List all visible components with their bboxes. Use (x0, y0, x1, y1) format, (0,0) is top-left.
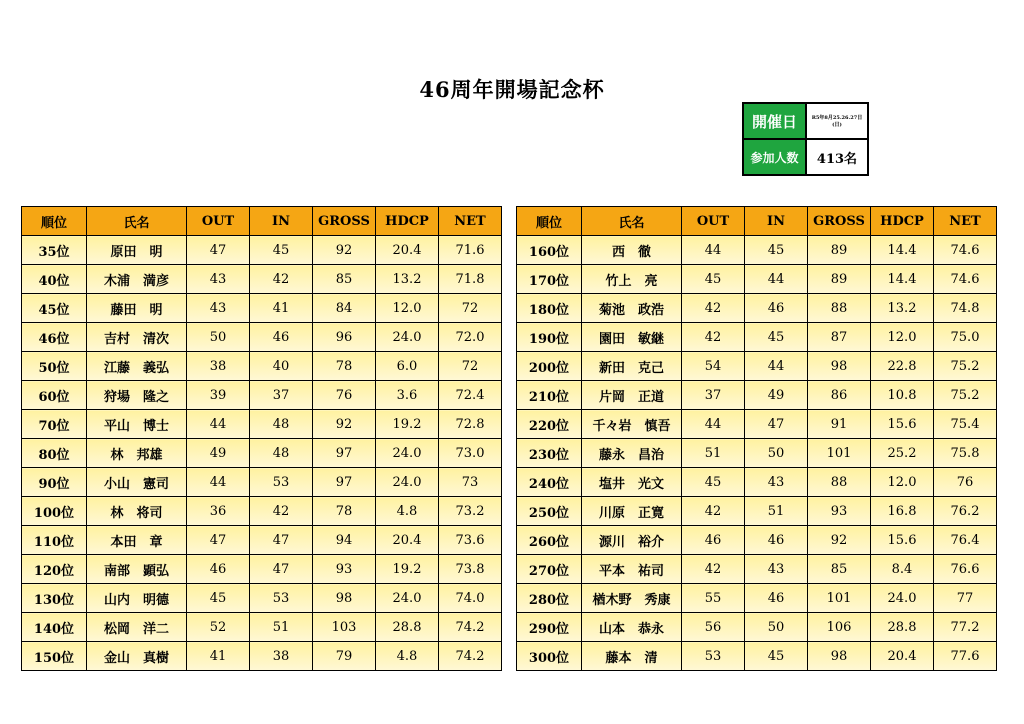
in-cell: 45 (250, 236, 313, 265)
table-row (517, 381, 997, 410)
net-cell: 73.6 (439, 526, 502, 555)
net-cell: 76.4 (934, 526, 997, 555)
in-cell: 45 (745, 642, 808, 671)
name-cell: 山本 恭永 (582, 613, 682, 642)
net-cell: 72.8 (439, 410, 502, 439)
net-cell: 75.0 (934, 323, 997, 352)
rank-cell: 150位 (22, 642, 87, 671)
gross-cell: 78 (313, 497, 376, 526)
out-cell: 47 (187, 526, 250, 555)
gross-cell: 93 (313, 555, 376, 584)
gross-cell: 92 (313, 410, 376, 439)
hdcp-cell: 24.0 (376, 584, 439, 613)
name-cell: 片岡 正道 (582, 381, 682, 410)
name-cell: 松岡 洋二 (87, 613, 187, 642)
name-cell: 楢木野 秀康 (582, 584, 682, 613)
results-table-right (516, 206, 997, 671)
in-cell: 44 (745, 352, 808, 381)
header-row (22, 207, 502, 236)
gross-cell: 85 (808, 555, 871, 584)
hdcp-cell: 13.2 (871, 294, 934, 323)
out-cell: 43 (187, 265, 250, 294)
net-cell: 77 (934, 584, 997, 613)
in-cell: 53 (250, 468, 313, 497)
name-cell: 山内 明德 (87, 584, 187, 613)
table-row (22, 410, 502, 439)
in-cell: 49 (745, 381, 808, 410)
hdcp-cell: 12.0 (376, 294, 439, 323)
out-cell: 44 (187, 410, 250, 439)
table-row (517, 352, 997, 381)
gross-cell: 101 (808, 439, 871, 468)
hdcp-cell: 20.4 (871, 642, 934, 671)
column-header-hdcp: HDCP (871, 207, 934, 236)
participants-value: 413名 (806, 139, 868, 175)
table-row (517, 497, 997, 526)
table-row (517, 439, 997, 468)
name-cell: 藤永 昌治 (582, 439, 682, 468)
gross-cell: 98 (808, 352, 871, 381)
name-cell: 平本 祐司 (582, 555, 682, 584)
in-cell: 44 (745, 265, 808, 294)
in-cell: 46 (250, 323, 313, 352)
net-cell: 75.2 (934, 352, 997, 381)
date-label: 開催日 (743, 103, 806, 139)
name-cell: 西 徹 (582, 236, 682, 265)
net-cell: 74.2 (439, 613, 502, 642)
rank-cell: 120位 (22, 555, 87, 584)
net-cell: 74.8 (934, 294, 997, 323)
out-cell: 42 (682, 555, 745, 584)
name-cell: 江藤 義弘 (87, 352, 187, 381)
in-cell: 46 (745, 294, 808, 323)
gross-cell: 94 (313, 526, 376, 555)
column-header-out: OUT (682, 207, 745, 236)
table-row (22, 236, 502, 265)
gross-cell: 91 (808, 410, 871, 439)
table-row (22, 439, 502, 468)
name-cell: 小山 憲司 (87, 468, 187, 497)
net-cell: 73.0 (439, 439, 502, 468)
in-cell: 46 (745, 526, 808, 555)
rank-cell: 45位 (22, 294, 87, 323)
hdcp-cell: 12.0 (871, 468, 934, 497)
out-cell: 53 (682, 642, 745, 671)
rank-cell: 180位 (517, 294, 582, 323)
gross-cell: 84 (313, 294, 376, 323)
table-row (22, 294, 502, 323)
table-row (22, 323, 502, 352)
rank-cell: 220位 (517, 410, 582, 439)
out-cell: 50 (187, 323, 250, 352)
rank-cell: 46位 (22, 323, 87, 352)
out-cell: 55 (682, 584, 745, 613)
gross-cell: 97 (313, 468, 376, 497)
in-cell: 53 (250, 584, 313, 613)
name-cell: 原田 明 (87, 236, 187, 265)
gross-cell: 87 (808, 323, 871, 352)
hdcp-cell: 15.6 (871, 526, 934, 555)
out-cell: 37 (682, 381, 745, 410)
in-cell: 51 (745, 497, 808, 526)
net-cell: 76.6 (934, 555, 997, 584)
hdcp-cell: 20.4 (376, 236, 439, 265)
hdcp-cell: 3.6 (376, 381, 439, 410)
hdcp-cell: 25.2 (871, 439, 934, 468)
net-cell: 73.8 (439, 555, 502, 584)
rank-cell: 290位 (517, 613, 582, 642)
name-cell: 川原 正寛 (582, 497, 682, 526)
rank-cell: 40位 (22, 265, 87, 294)
gross-cell: 98 (313, 584, 376, 613)
net-cell: 76.2 (934, 497, 997, 526)
name-cell: 金山 真樹 (87, 642, 187, 671)
in-cell: 43 (745, 468, 808, 497)
table-row (22, 613, 502, 642)
out-cell: 42 (682, 323, 745, 352)
in-cell: 47 (250, 555, 313, 584)
out-cell: 45 (187, 584, 250, 613)
name-cell: 塩井 光文 (582, 468, 682, 497)
in-cell: 50 (745, 439, 808, 468)
rank-cell: 280位 (517, 584, 582, 613)
hdcp-cell: 8.4 (871, 555, 934, 584)
table-row (22, 584, 502, 613)
rank-cell: 250位 (517, 497, 582, 526)
rank-cell: 80位 (22, 439, 87, 468)
rank-cell: 35位 (22, 236, 87, 265)
rank-cell: 50位 (22, 352, 87, 381)
out-cell: 54 (682, 352, 745, 381)
table-row (517, 555, 997, 584)
out-cell: 42 (682, 294, 745, 323)
out-cell: 41 (187, 642, 250, 671)
name-cell: 竹上 亮 (582, 265, 682, 294)
rank-cell: 110位 (22, 526, 87, 555)
gross-cell: 101 (808, 584, 871, 613)
out-cell: 56 (682, 613, 745, 642)
gross-cell: 92 (808, 526, 871, 555)
table-row (22, 526, 502, 555)
net-cell: 74.6 (934, 236, 997, 265)
table-row (517, 410, 997, 439)
net-cell: 76 (934, 468, 997, 497)
hdcp-cell: 19.2 (376, 410, 439, 439)
name-cell: 藤本 清 (582, 642, 682, 671)
hdcp-cell: 4.8 (376, 497, 439, 526)
in-cell: 38 (250, 642, 313, 671)
net-cell: 75.2 (934, 381, 997, 410)
in-cell: 42 (250, 265, 313, 294)
hdcp-cell: 24.0 (376, 468, 439, 497)
in-cell: 48 (250, 410, 313, 439)
out-cell: 43 (187, 294, 250, 323)
table-row (517, 294, 997, 323)
gross-cell: 106 (808, 613, 871, 642)
out-cell: 46 (187, 555, 250, 584)
column-header-net: NET (439, 207, 502, 236)
out-cell: 36 (187, 497, 250, 526)
out-cell: 42 (682, 497, 745, 526)
out-cell: 39 (187, 381, 250, 410)
gross-cell: 88 (808, 468, 871, 497)
date-value: R5年8月25.26.27日(日) (806, 103, 868, 139)
column-header-rank: 順位 (22, 207, 87, 236)
gross-cell: 78 (313, 352, 376, 381)
gross-cell: 79 (313, 642, 376, 671)
hdcp-cell: 14.4 (871, 265, 934, 294)
rank-cell: 210位 (517, 381, 582, 410)
hdcp-cell: 19.2 (376, 555, 439, 584)
in-cell: 42 (250, 497, 313, 526)
header-row (517, 207, 997, 236)
name-cell: 千々岩 慎吾 (582, 410, 682, 439)
gross-cell: 89 (808, 265, 871, 294)
name-cell: 園田 敏継 (582, 323, 682, 352)
participants-label: 参加人数 (743, 139, 806, 175)
gross-cell: 92 (313, 236, 376, 265)
out-cell: 45 (682, 468, 745, 497)
hdcp-cell: 20.4 (376, 526, 439, 555)
net-cell: 71.8 (439, 265, 502, 294)
rank-cell: 160位 (517, 236, 582, 265)
name-cell: 菊池 政浩 (582, 294, 682, 323)
net-cell: 72.4 (439, 381, 502, 410)
column-header-hdcp: HDCP (376, 207, 439, 236)
rank-cell: 240位 (517, 468, 582, 497)
out-cell: 51 (682, 439, 745, 468)
name-cell: 藤田 明 (87, 294, 187, 323)
table-row (22, 555, 502, 584)
table-row (517, 526, 997, 555)
net-cell: 74.0 (439, 584, 502, 613)
table-row (517, 613, 997, 642)
column-header-in: IN (745, 207, 808, 236)
table-row (517, 265, 997, 294)
gross-cell: 97 (313, 439, 376, 468)
net-cell: 74.2 (439, 642, 502, 671)
in-cell: 45 (745, 323, 808, 352)
hdcp-cell: 4.8 (376, 642, 439, 671)
page-title: 46周年開場記念杯 (419, 77, 605, 102)
column-header-out: OUT (187, 207, 250, 236)
net-cell: 73.2 (439, 497, 502, 526)
net-cell: 72.0 (439, 323, 502, 352)
in-cell: 43 (745, 555, 808, 584)
out-cell: 52 (187, 613, 250, 642)
name-cell: 林 将司 (87, 497, 187, 526)
in-cell: 41 (250, 294, 313, 323)
table-row (22, 352, 502, 381)
hdcp-cell: 10.8 (871, 381, 934, 410)
net-cell: 72 (439, 352, 502, 381)
name-cell: 南部 顕弘 (87, 555, 187, 584)
table-row (517, 642, 997, 671)
out-cell: 46 (682, 526, 745, 555)
column-header-net: NET (934, 207, 997, 236)
in-cell: 37 (250, 381, 313, 410)
name-cell: 木浦 満彦 (87, 265, 187, 294)
name-cell: 新田 克己 (582, 352, 682, 381)
out-cell: 44 (682, 410, 745, 439)
in-cell: 50 (745, 613, 808, 642)
rank-cell: 130位 (22, 584, 87, 613)
gross-cell: 88 (808, 294, 871, 323)
hdcp-cell: 6.0 (376, 352, 439, 381)
table-row (22, 468, 502, 497)
rank-cell: 170位 (517, 265, 582, 294)
table-row (517, 323, 997, 352)
gross-cell: 103 (313, 613, 376, 642)
table-row (22, 497, 502, 526)
name-cell: 本田 章 (87, 526, 187, 555)
hdcp-cell: 22.8 (871, 352, 934, 381)
table-row (517, 236, 997, 265)
hdcp-cell: 28.8 (376, 613, 439, 642)
hdcp-cell: 12.0 (871, 323, 934, 352)
rank-cell: 230位 (517, 439, 582, 468)
gross-cell: 86 (808, 381, 871, 410)
hdcp-cell: 14.4 (871, 236, 934, 265)
out-cell: 49 (187, 439, 250, 468)
hdcp-cell: 28.8 (871, 613, 934, 642)
rank-cell: 90位 (22, 468, 87, 497)
hdcp-cell: 24.0 (376, 323, 439, 352)
rank-cell: 70位 (22, 410, 87, 439)
column-header-gross: GROSS (808, 207, 871, 236)
name-cell: 吉村 清次 (87, 323, 187, 352)
column-header-name: 氏名 (87, 207, 187, 236)
in-cell: 45 (745, 236, 808, 265)
event-info-box (742, 102, 869, 176)
table-row (22, 642, 502, 671)
rank-cell: 200位 (517, 352, 582, 381)
rank-cell: 300位 (517, 642, 582, 671)
in-cell: 47 (250, 526, 313, 555)
table-row (22, 381, 502, 410)
column-header-name: 氏名 (582, 207, 682, 236)
net-cell: 77.2 (934, 613, 997, 642)
hdcp-cell: 15.6 (871, 410, 934, 439)
hdcp-cell: 13.2 (376, 265, 439, 294)
net-cell: 77.6 (934, 642, 997, 671)
net-cell: 75.8 (934, 439, 997, 468)
net-cell: 74.6 (934, 265, 997, 294)
column-header-gross: GROSS (313, 207, 376, 236)
name-cell: 源川 裕介 (582, 526, 682, 555)
rank-cell: 190位 (517, 323, 582, 352)
rank-cell: 60位 (22, 381, 87, 410)
hdcp-cell: 24.0 (376, 439, 439, 468)
hdcp-cell: 24.0 (871, 584, 934, 613)
gross-cell: 76 (313, 381, 376, 410)
net-cell: 71.6 (439, 236, 502, 265)
net-cell: 75.4 (934, 410, 997, 439)
out-cell: 47 (187, 236, 250, 265)
rank-cell: 100位 (22, 497, 87, 526)
net-cell: 72 (439, 294, 502, 323)
table-row (22, 265, 502, 294)
in-cell: 40 (250, 352, 313, 381)
rank-cell: 260位 (517, 526, 582, 555)
in-cell: 46 (745, 584, 808, 613)
name-cell: 林 邦雄 (87, 439, 187, 468)
rank-cell: 270位 (517, 555, 582, 584)
gross-cell: 98 (808, 642, 871, 671)
gross-cell: 93 (808, 497, 871, 526)
gross-cell: 96 (313, 323, 376, 352)
gross-cell: 89 (808, 236, 871, 265)
hdcp-cell: 16.8 (871, 497, 934, 526)
in-cell: 47 (745, 410, 808, 439)
gross-cell: 85 (313, 265, 376, 294)
rank-cell: 140位 (22, 613, 87, 642)
in-cell: 51 (250, 613, 313, 642)
out-cell: 44 (682, 236, 745, 265)
results-table-left (21, 206, 502, 671)
out-cell: 44 (187, 468, 250, 497)
table-row (517, 468, 997, 497)
out-cell: 45 (682, 265, 745, 294)
name-cell: 狩場 隆之 (87, 381, 187, 410)
table-row (517, 584, 997, 613)
out-cell: 38 (187, 352, 250, 381)
name-cell: 平山 博士 (87, 410, 187, 439)
net-cell: 73 (439, 468, 502, 497)
in-cell: 48 (250, 439, 313, 468)
column-header-rank: 順位 (517, 207, 582, 236)
column-header-in: IN (250, 207, 313, 236)
